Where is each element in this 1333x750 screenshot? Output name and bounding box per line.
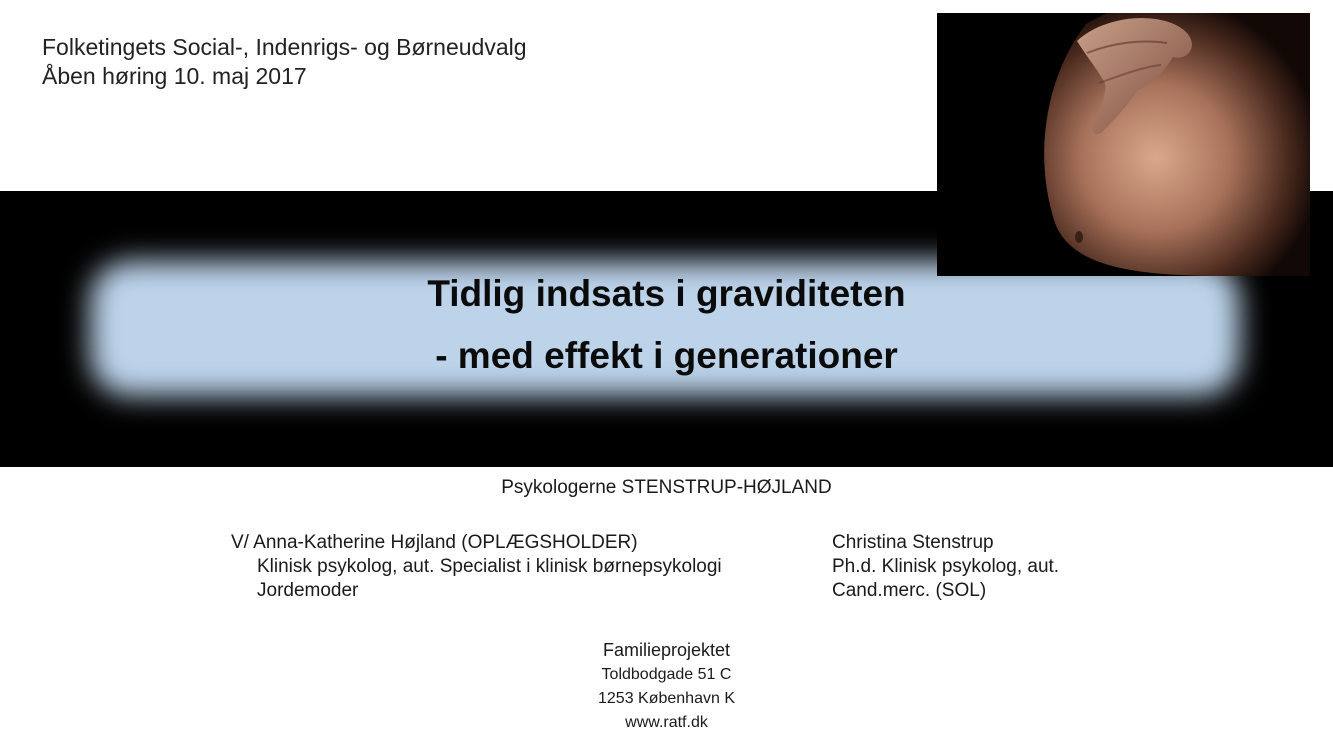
pregnant-belly-illustration	[937, 13, 1310, 276]
presenter-right-role-2: Cand.merc. (SOL)	[832, 580, 987, 601]
pregnant-belly-photo	[937, 13, 1310, 276]
presenter-left-role-1: Klinisk psykolog, aut. Specialist i klinisk børnepsykologi	[257, 556, 722, 577]
title-line-2: - med effekt i generationer	[435, 335, 898, 376]
presenter-right	[832, 531, 1059, 603]
project-name: Familieprojektet	[602, 640, 731, 660]
organization-name: Psykologerne STENSTRUP-HØJLAND	[501, 477, 832, 498]
presenter-left-role-2: Jordemoder	[257, 580, 359, 601]
presenter-left	[231, 531, 722, 603]
committee-name: Folketingets Social-, Indenrigs- og Børneudvalg	[42, 34, 527, 60]
website-link[interactable]: www.ratf.dk	[625, 714, 708, 731]
title-line-1: Tidlig indsats i graviditeten	[427, 273, 906, 314]
presenter-right-role-1: Ph.d. Klinisk psykolog, aut.	[832, 556, 1060, 577]
contact-footer	[0, 637, 1333, 735]
hearing-header	[42, 33, 527, 91]
presenter-left-name: V/ Anna-Katherine Højland (OPLÆGSHOLDER)	[231, 532, 638, 553]
street-address: Toldbodgade 51 C	[601, 666, 732, 683]
presenter-right-name: Christina Stenstrup	[832, 532, 994, 553]
city-address: 1253 København K	[598, 690, 735, 707]
hearing-date: Åben høring 10. maj 2017	[42, 63, 307, 89]
